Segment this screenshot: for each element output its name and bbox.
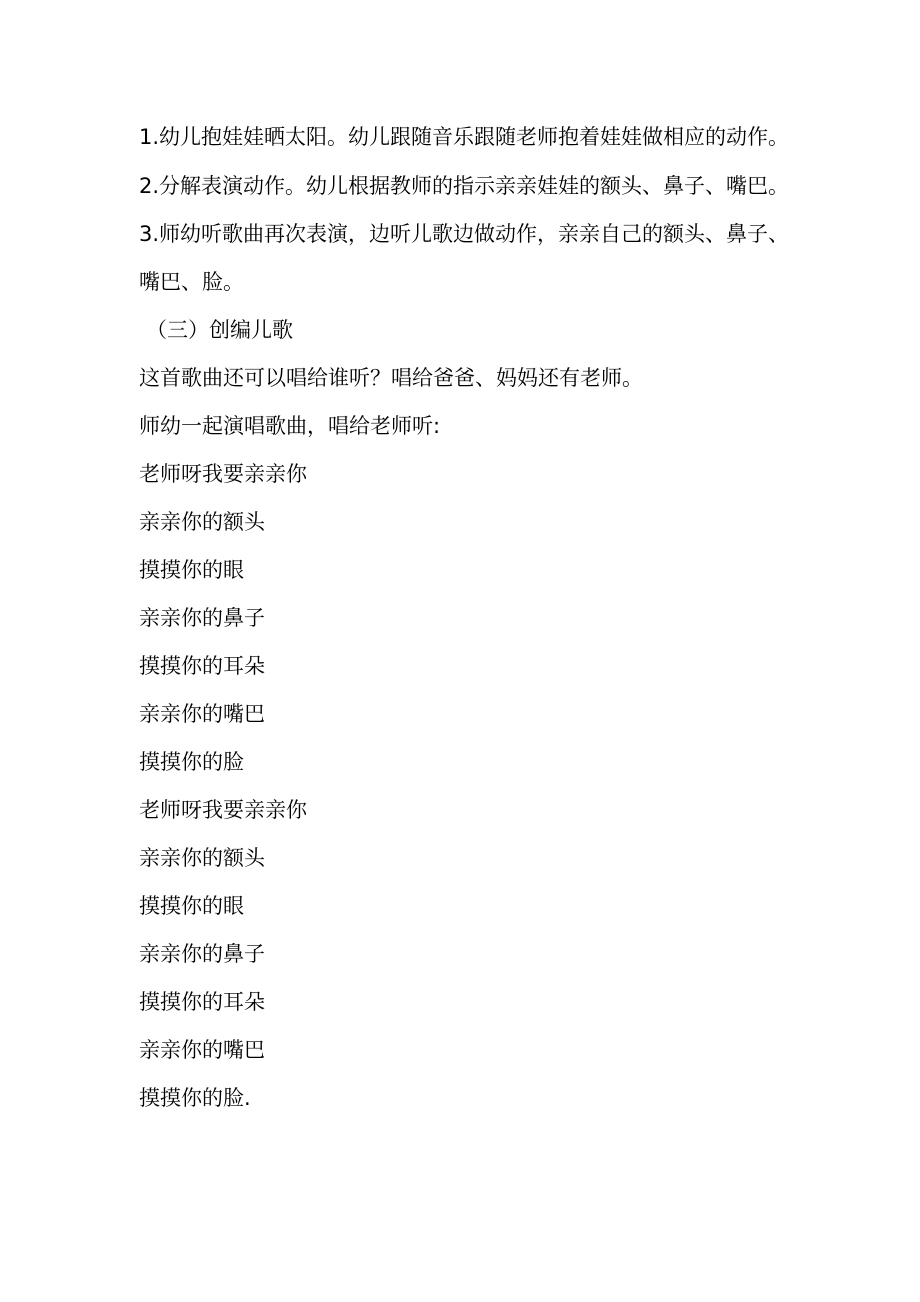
paragraph-step-3-continued: 嘴巴、脸。 [139, 270, 244, 294]
lyric-line: 亲亲你的额头 [139, 510, 265, 534]
lyric-line: 摸摸你的脸. [139, 1086, 251, 1110]
lyric-line: 摸摸你的脸 [139, 750, 244, 774]
paragraph-intro: 师幼一起演唱歌曲，唱给老师听: [139, 414, 441, 438]
lyric-line: 摸摸你的耳朵 [139, 654, 265, 678]
lyric-line: 摸摸你的眼 [139, 558, 244, 582]
lyric-line: 老师呀我要亲亲你 [139, 462, 307, 486]
section-heading: （三）创编儿歌 [146, 318, 293, 342]
lyric-line: 摸摸你的眼 [139, 894, 244, 918]
paragraph-question: 这首歌曲还可以唱给谁听？唱给爸爸、妈妈还有老师。 [139, 366, 643, 390]
paragraph-step-2: 2.分解表演动作。幼儿根据教师的指示亲亲娃娃的额头、鼻子、嘴巴。 [139, 174, 790, 198]
paragraph-step-1: 1.幼儿抱娃娃晒太阳。幼儿跟随音乐跟随老师抱着娃娃做相应的动作。 [139, 125, 790, 149]
lyric-line: 摸摸你的耳朵 [139, 990, 265, 1014]
lyric-line: 亲亲你的嘴巴 [139, 702, 265, 726]
lyric-line: 老师呀我要亲亲你 [139, 798, 307, 822]
lyric-line: 亲亲你的鼻子 [139, 606, 265, 630]
paragraph-step-3: 3.师幼听歌曲再次表演，边听儿歌边做动作，亲亲自己的额头、鼻子、 [139, 222, 790, 246]
lyric-line: 亲亲你的额头 [139, 846, 265, 870]
lyric-line: 亲亲你的嘴巴 [139, 1038, 265, 1062]
lyric-line: 亲亲你的鼻子 [139, 942, 265, 966]
